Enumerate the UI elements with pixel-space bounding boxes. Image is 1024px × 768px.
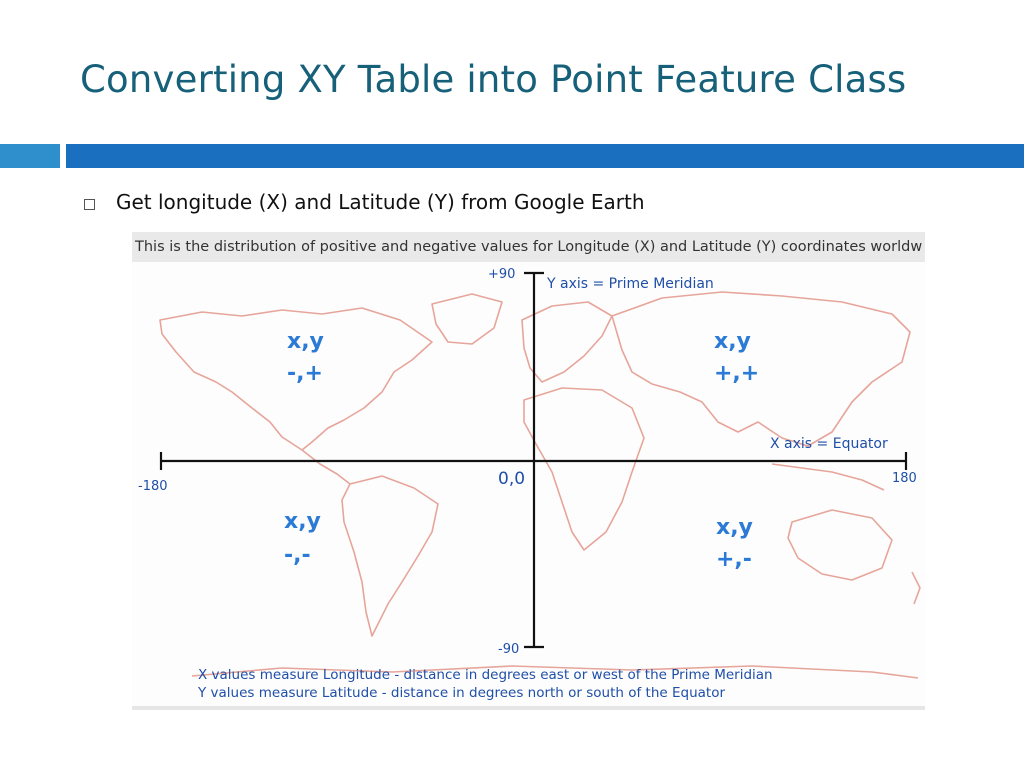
africa-outline — [524, 388, 644, 550]
y-axis-bottom-label: -90 — [498, 642, 520, 657]
indonesia-outline — [772, 464, 884, 490]
quadrant-sw-signs: -,- — [284, 543, 311, 568]
y-values-note: Y values measure Latitude - distance in degrees north or south of the Equator — [198, 685, 726, 701]
quadrant-ne-xy: x,y — [714, 329, 751, 354]
south-america-outline — [342, 476, 438, 636]
y-axis-note: Y axis = Prime Meridian — [547, 276, 714, 292]
quadrant-nw-xy: x,y — [287, 329, 324, 354]
world-map-outline — [160, 292, 920, 678]
origin-label: 0,0 — [498, 469, 526, 489]
quadrant-sw-xy: x,y — [284, 509, 321, 534]
central-america-outline — [302, 450, 350, 484]
australia-outline — [788, 510, 892, 580]
europe-outline — [522, 302, 612, 382]
y-axis-top-label: +90 — [488, 267, 516, 282]
quadrant-se-signs: +,- — [716, 547, 752, 572]
bullet-text: Get longitude (X) and Latitude (Y) from Google Earth — [116, 190, 645, 214]
title-band-accent — [0, 144, 60, 168]
x-axis-right-label: 180 — [892, 471, 917, 486]
quadrant-ne-signs: +,+ — [714, 361, 760, 386]
figure-bottom-border — [132, 706, 925, 710]
x-axis-note: X axis = Equator — [770, 436, 888, 452]
world-map-diagram — [132, 232, 925, 710]
new-zealand-outline — [912, 572, 920, 604]
title-band — [66, 144, 1024, 168]
world-coordinates-figure — [132, 232, 925, 710]
square-bullet-icon — [84, 199, 95, 210]
quadrant-se-xy: x,y — [716, 515, 753, 540]
asia-outline — [612, 292, 910, 446]
quadrant-nw-signs: -,+ — [287, 361, 323, 386]
x-values-note: X values measure Longitude - distance in degrees east or west of the Prime Meridian — [198, 667, 773, 683]
figure-caption: This is the distribution of positive and negative values for Longitude (X) and Latitude (Y) coordinates worldw — [132, 232, 925, 262]
slide-title: Converting XY Table into Point Feature Class — [80, 58, 907, 101]
x-axis-left-label: -180 — [138, 479, 168, 494]
greenland-outline — [432, 294, 502, 344]
